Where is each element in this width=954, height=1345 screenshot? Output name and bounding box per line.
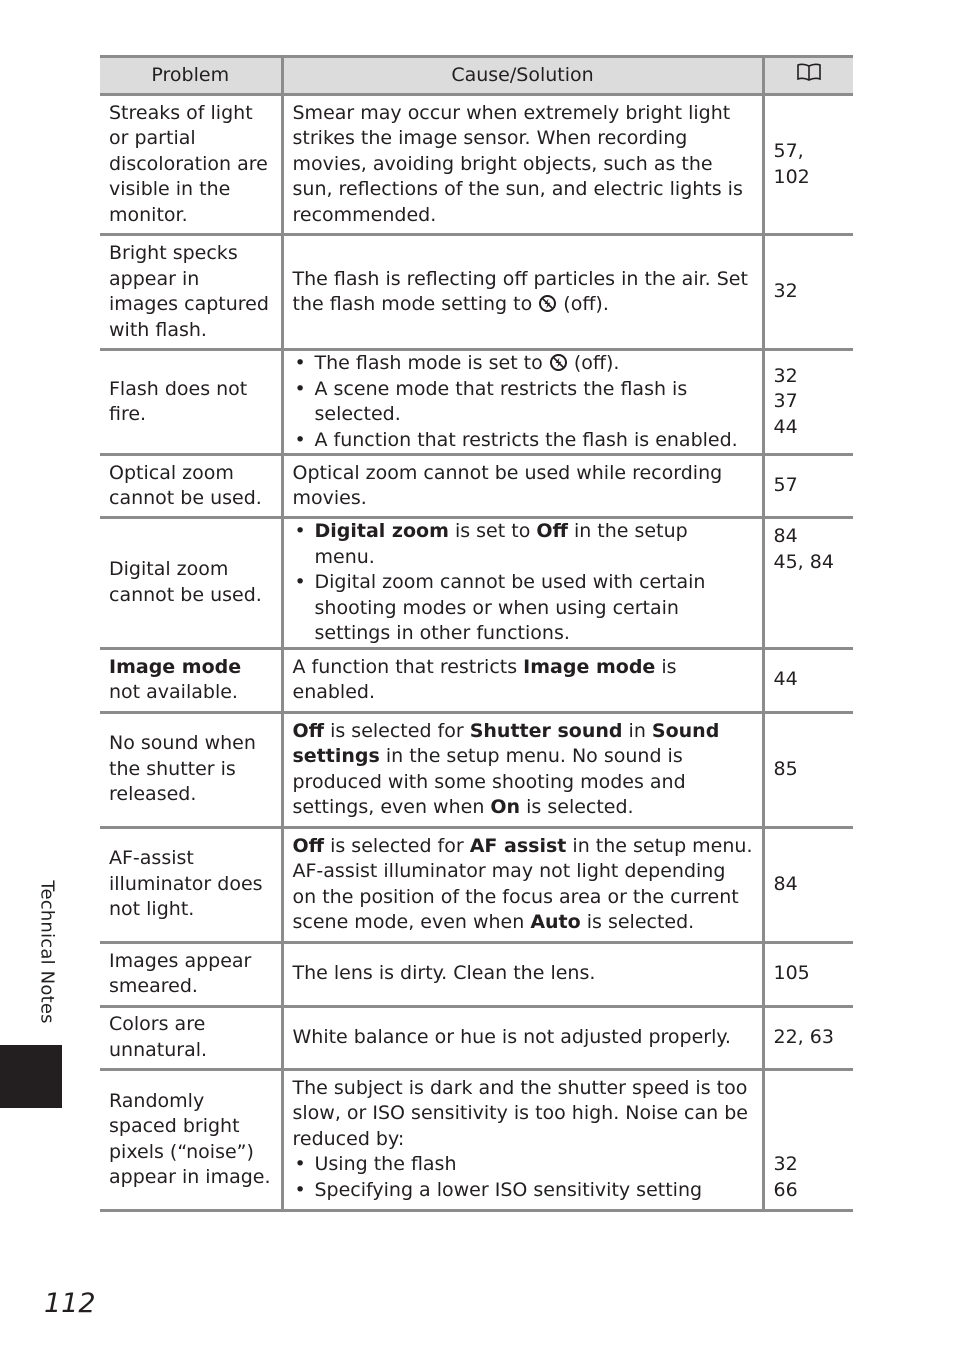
reference-cell (763, 235, 853, 350)
page-ref: 44 (773, 415, 798, 438)
bullet-item: • Digital zoom cannot be used with certain shooting modes or when using certain settings in other functions. (293, 570, 754, 647)
cause-cell: A function that restricts Image mode is enabled. (282, 648, 763, 712)
problem-cell: Bright specks appear in images captured with flash. (100, 235, 282, 350)
problem-cell: Optical zoom cannot be used. (100, 455, 282, 518)
reference-cell (763, 1006, 853, 1069)
problem-cell: Digital zoom cannot be used. (100, 518, 282, 649)
problem-cell: No sound when the shutter is released. (100, 712, 282, 827)
reference-cell (763, 942, 853, 1006)
page-ref: 22, 63 (773, 1025, 834, 1048)
cause-cell: The lens is dirty. Clean the lens. (282, 942, 763, 1006)
reference-cell (763, 518, 853, 649)
section-tab-marker (0, 1045, 62, 1108)
header-reference (763, 57, 853, 95)
page-ref: 45, 84 (773, 550, 834, 573)
page-ref: 84 (773, 525, 798, 547)
page-ref (774, 1076, 846, 1102)
book-icon (796, 62, 822, 90)
table-row (100, 1006, 853, 1069)
table-row (100, 350, 853, 455)
cause-bullet-list (293, 351, 754, 453)
table-row (100, 827, 853, 942)
cause-cell: Optical zoom cannot be used while recording movies. (282, 455, 763, 518)
page-ref: 85 (773, 757, 798, 780)
table-row (100, 648, 853, 712)
cause-cell (282, 350, 763, 455)
bullet-item: • The flash mode is set to (off). (293, 351, 754, 377)
cause-cell (282, 518, 763, 649)
reference-cell (763, 827, 853, 942)
page-ref: 37 (773, 390, 798, 413)
table-row (100, 942, 853, 1006)
reference-cell (763, 712, 853, 827)
cause-cell: Off is selected for Shutter sound in Sound settings in the setup menu. No sound is produced with some shooting modes and settings, even when On is selected. (282, 712, 763, 827)
bullet-item: • A scene mode that restricts the flash is selected. (293, 377, 754, 428)
cause-cell: Off is selected for AF assist in the setup menu. AF-assist illuminator may not light depending on the position of the focus area or the current scene mode, even when Auto is selected. (282, 827, 763, 942)
page-ref: 32 (773, 1153, 798, 1176)
problem-cell: Streaks of light or partial discoloration are visible in the monitor. (100, 95, 282, 235)
reference-cell (763, 455, 853, 518)
page-number: 112 (44, 1288, 96, 1319)
cause-cell (282, 1069, 763, 1210)
table-row (100, 712, 853, 827)
reference-cell (763, 95, 853, 235)
header-problem: Problem (100, 57, 282, 95)
bullet-item: • Using the flash (293, 1152, 754, 1178)
reference-cell (763, 350, 853, 455)
page-ref: 105 (773, 962, 810, 985)
page-ref: 44 (773, 668, 798, 691)
page-ref (774, 1101, 846, 1127)
table-row (100, 455, 853, 518)
problem-cell: Images appear smeared. (100, 942, 282, 1006)
table-row (100, 235, 853, 350)
problem-cell: Randomly spaced bright pixels (“noise”) appear in image. (100, 1069, 282, 1210)
bullet-item: • Digital zoom is set to Off in the setup menu. (293, 519, 754, 570)
cause-text: The subject is dark and the shutter speed is too slow, or ISO sensitivity is too high. Noise can be reduced by: (292, 1076, 748, 1150)
page-ref: 57 (773, 474, 798, 497)
page-ref: 66 (773, 1178, 798, 1201)
table-row (100, 518, 853, 649)
page-ref: 32 (773, 280, 798, 303)
cause-bullet-list (293, 519, 754, 647)
problem-cell: Image mode not available. (100, 648, 282, 712)
table-row (100, 1069, 853, 1210)
bullet-item: • Specifying a lower ISO sensitivity setting (293, 1178, 754, 1204)
cause-cell: White balance or hue is not adjusted properly. (282, 1006, 763, 1069)
table-row (100, 95, 853, 235)
problem-cell: AF-assist illuminator does not light. (100, 827, 282, 942)
cause-text: (off). (557, 293, 609, 315)
cause-text: The flash is reflecting off particles in the air. Set the flash mode setting to (292, 267, 748, 315)
bullet-item: • A function that restricts the flash is enabled. (293, 428, 754, 454)
cause-bullet-list (293, 1152, 754, 1203)
flash-off-icon (539, 295, 556, 312)
reference-cell (763, 1069, 853, 1210)
page-ref: 32 (773, 364, 798, 387)
cause-cell (282, 235, 763, 350)
troubleshooting-table (100, 55, 853, 1212)
cause-cell: Smear may occur when extremely bright light strikes the image sensor. When recording movies, avoiding bright objects, such as the sun, reflections of the sun, and electric lights is recommended. (282, 95, 763, 235)
page-ref: 57, 102 (773, 140, 810, 188)
problem-cell: Colors are unnatural. (100, 1006, 282, 1069)
page-ref (774, 1127, 846, 1153)
problem-cell: Flash does not fire. (100, 350, 282, 455)
flash-off-icon (550, 354, 567, 371)
reference-cell (763, 648, 853, 712)
section-side-label: Technical Notes (36, 880, 58, 1024)
header-cause-solution: Cause/Solution (282, 57, 763, 95)
table-header-row (100, 57, 853, 95)
page-ref: 84 (773, 872, 798, 895)
